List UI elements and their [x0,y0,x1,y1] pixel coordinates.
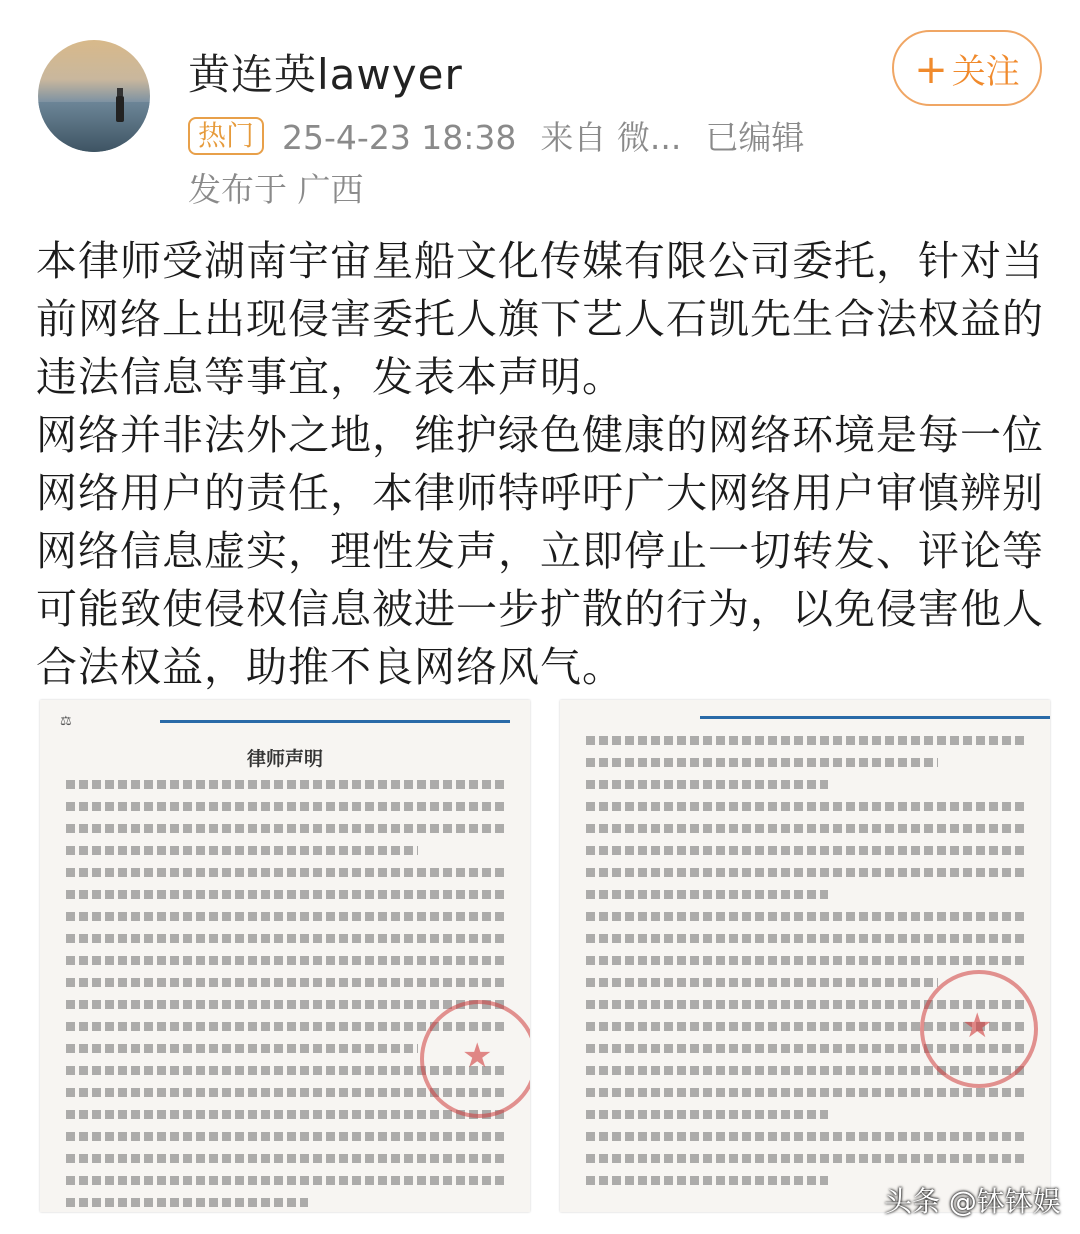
document-text-lines [586,736,1026,1198]
document-text-lines [66,780,506,1212]
post-body [36,232,1052,696]
seal-stamp-icon [420,1000,530,1118]
post-paragraph-2: 网络并非法外之地，维护绿色健康的网络环境是每一位网络用户的责任，本律师特呼吁广大网络用户审慎辨别网络信息虚实，理性发声，立即停止一切转发、评论等可能致使侵权信息被进一步扩散的行为，以免侵害他人合法权益，助推不良网络风气。 [36,411,1044,691]
username[interactable]: 黄连英lawyer [188,50,463,99]
post-header [0,0,1080,220]
law-firm-logo-icon: ⚖ [60,714,72,729]
post-paragraph-1: 本律师受湖南宇宙星船文化传媒有限公司委托，针对当前网络上出现侵害委托人旗下艺人石凯先生合法权益的违法信息等事宜，发表本声明。 [36,237,1044,401]
hot-badge: 热门 [188,117,264,155]
document-title: 律师声明 [246,748,323,770]
post-location: 发布于 广西 [188,170,364,209]
seal-stamp-icon [920,970,1038,1088]
timestamp: 25-4-23 18:38 [282,118,517,157]
document-image-left[interactable] [40,700,530,1212]
follow-label: 关注 [951,52,1020,92]
source-watermark: 头条 @钵钵娱 [884,1185,1061,1218]
plus-icon: + [914,47,948,93]
attached-images[interactable] [40,700,1050,1220]
follow-button[interactable] [892,30,1042,106]
post-source: 来自 微... [540,118,682,157]
edited-label: 已编辑 [705,118,805,157]
avatar[interactable] [38,40,150,152]
document-image-right[interactable] [560,700,1050,1212]
post-meta [188,112,804,159]
